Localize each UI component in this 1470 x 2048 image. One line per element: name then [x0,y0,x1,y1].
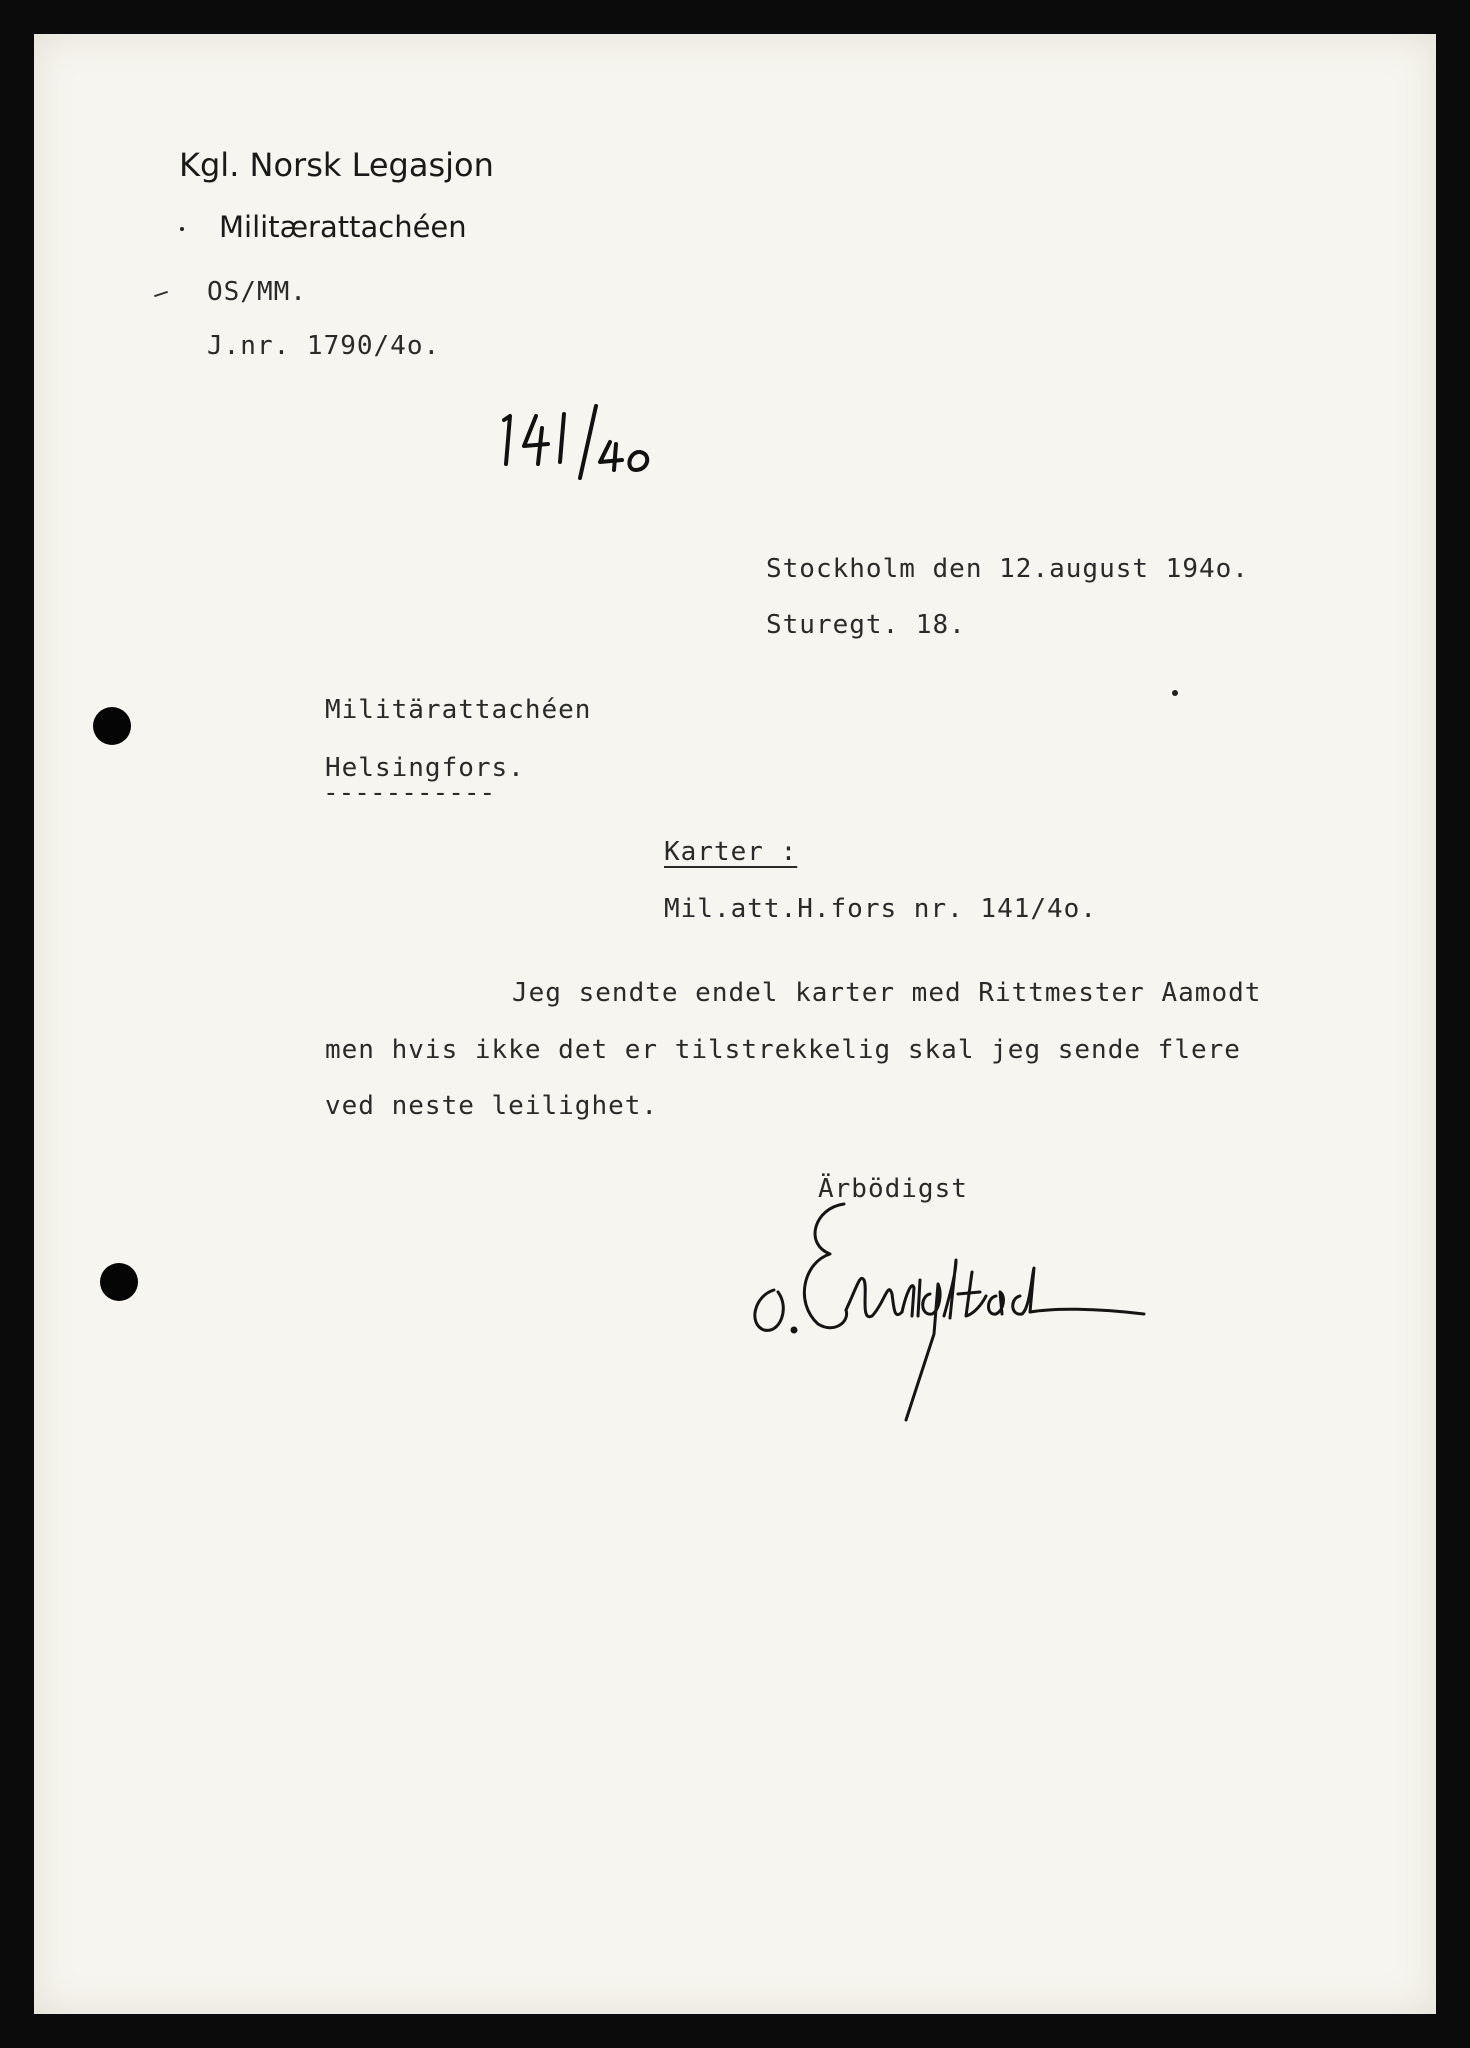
body-line-1: Jeg sendte endel karter med Rittmester Aamodt [512,978,1262,1008]
punch-hole-lower [100,1263,138,1301]
recipient-underline: ----------- [323,778,496,808]
reference-initials: OS/MM. [207,277,307,307]
recipient-title: Militärattachéen [325,695,592,725]
body-line-3: ved neste leilighet. [325,1091,659,1121]
letterhead-bullet [180,227,184,231]
punch-hole-upper [93,707,131,745]
stray-mark [1172,690,1178,696]
handwritten-number [496,402,666,482]
letterhead-attache: Militærattachéen [219,210,467,244]
street-address: Sturegt. 18. [766,610,966,640]
subject-title: Karter : [664,837,798,867]
letter-page [34,34,1436,2014]
closing-phrase: Ärbödigst [818,1174,968,1204]
body-line-2: men hvis ikke det er tilstrekkelig skal jeg sende flere [325,1035,1241,1065]
place-date-line: Stockholm den 12.august 194o. [766,554,1249,584]
pen-tick-mark [154,291,168,297]
journal-number: J.nr. 1790/4o. [207,331,441,361]
subject-reference: Mil.att.H.fors nr. 141/4o. [664,894,1097,924]
letterhead-legation: Kgl. Norsk Legasjon [179,146,494,184]
recipient-city: Helsingfors. [325,753,525,783]
signature [734,1184,1154,1424]
